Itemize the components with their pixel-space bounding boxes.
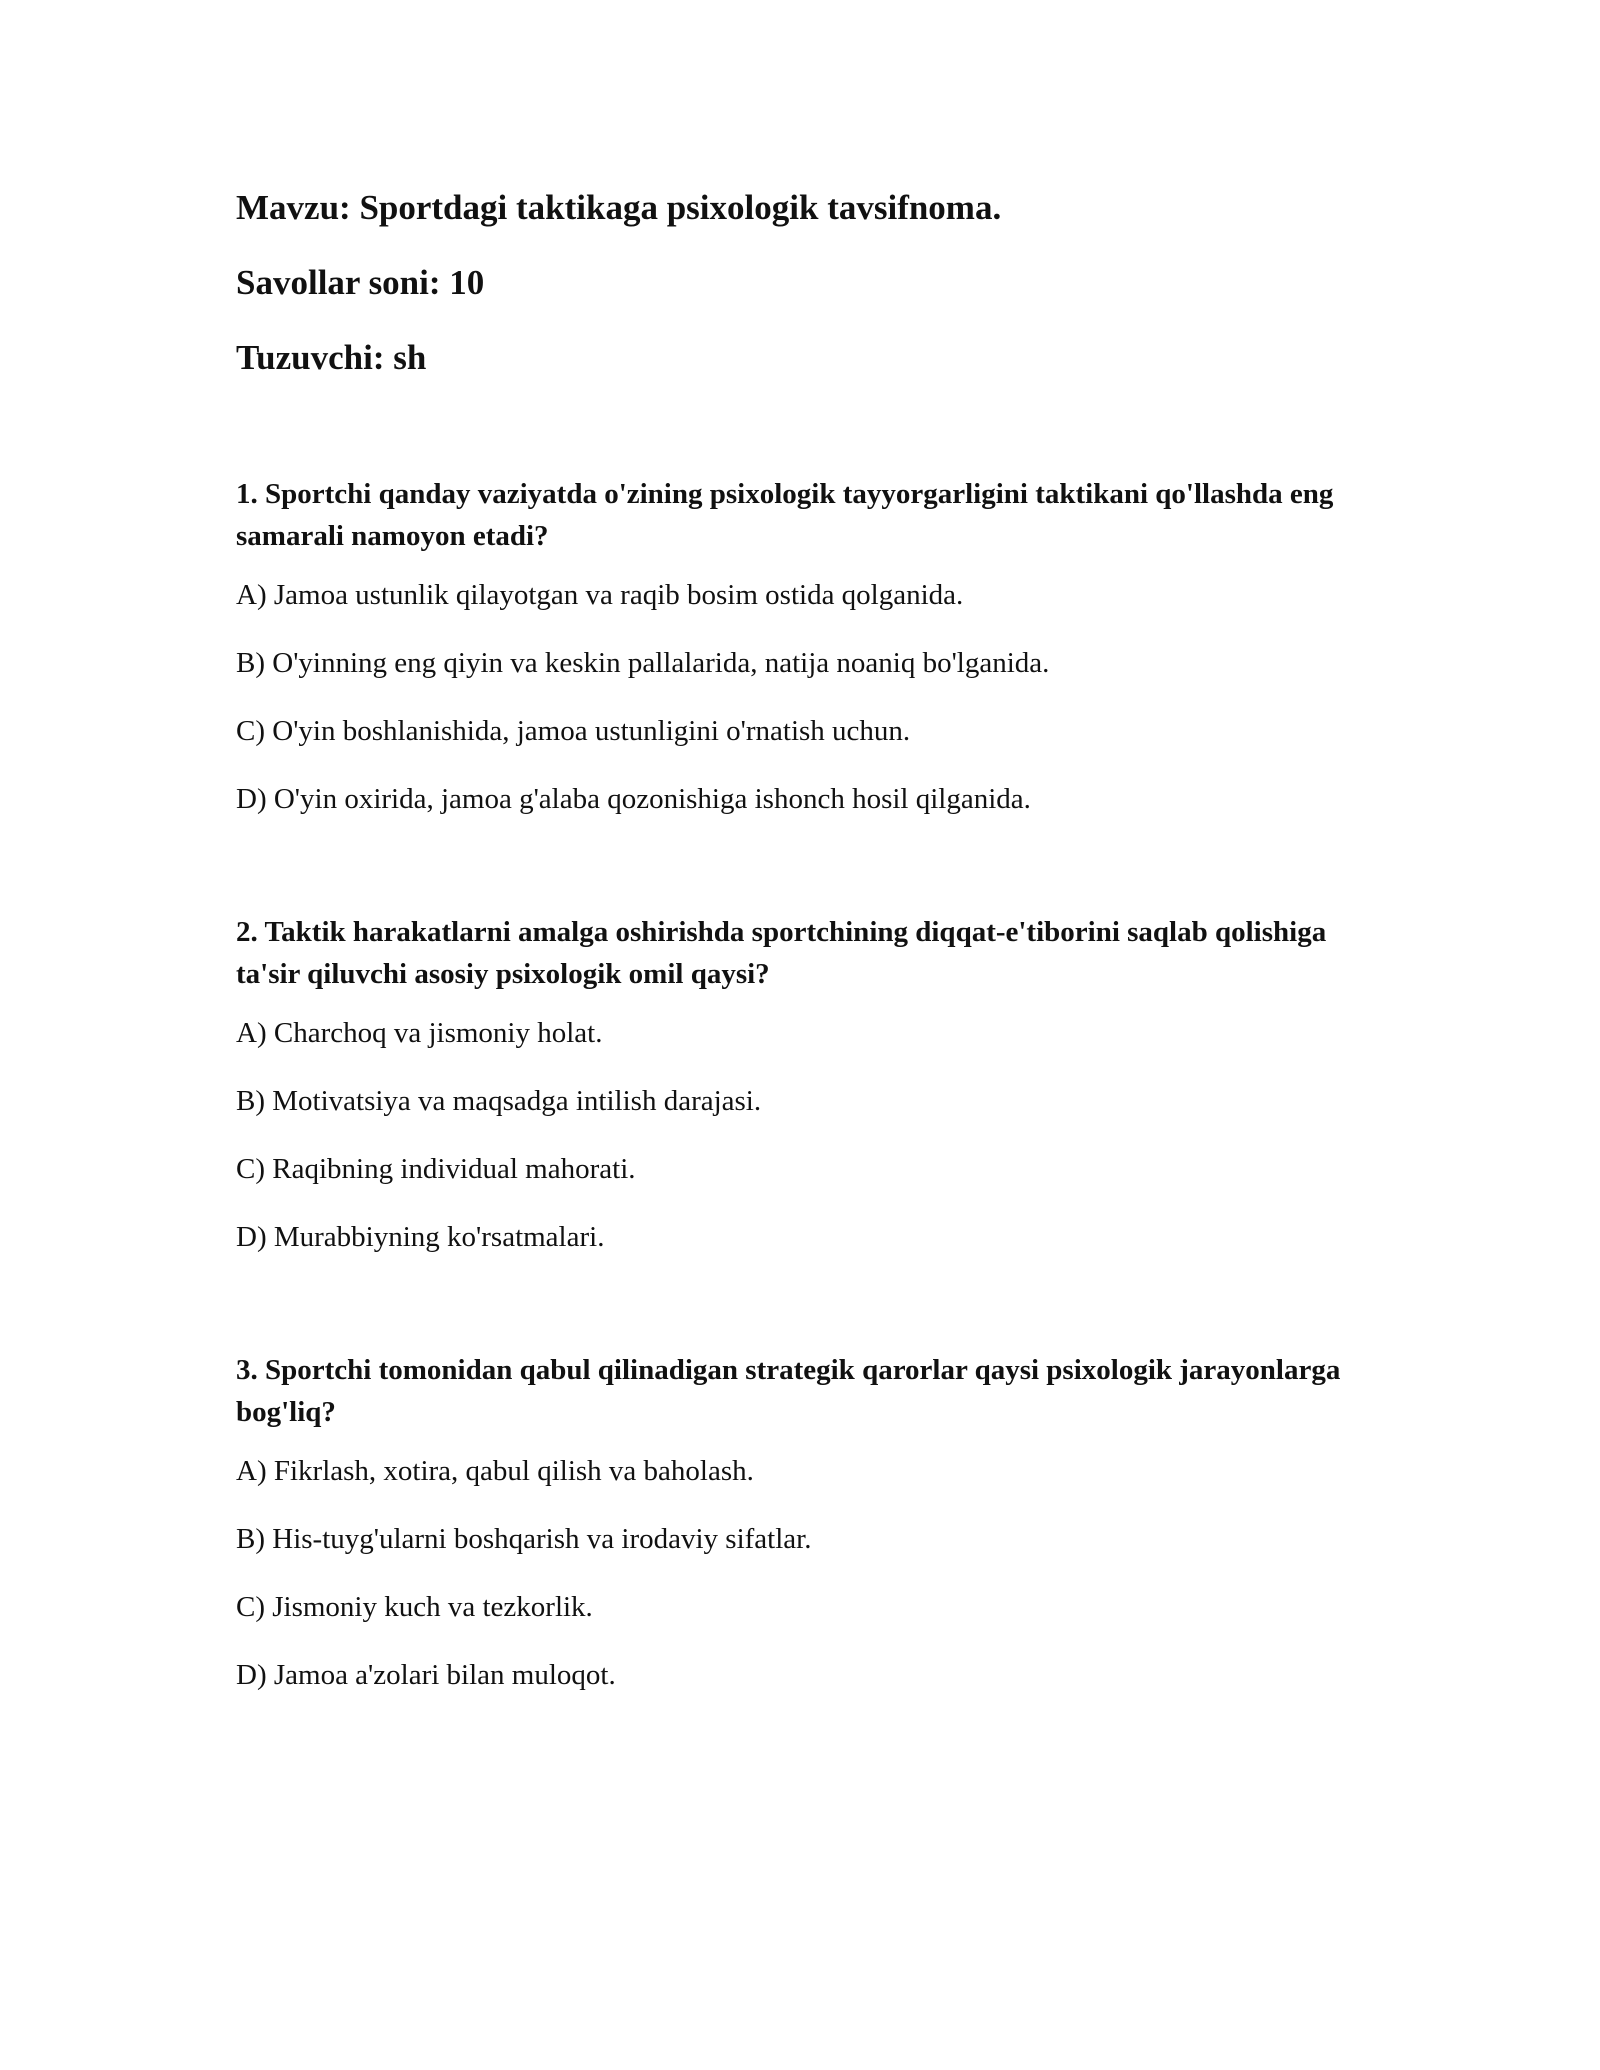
option-d: D) Murabbiyning ko'rsatmalari. [236,1221,605,1253]
author-line: Tuzuvchi: sh [236,338,427,377]
option-b: B) Motivatsiya va maqsadga intilish darajasi. [236,1085,762,1117]
question-1 [236,473,1356,816]
option-c: C) Jismoniy kuch va tezkorlik. [236,1591,593,1623]
topic-heading: Mavzu: Sportdagi taktikaga psixologik tavsifnoma. [236,188,1002,227]
option-a: A) Fikrlash, xotira, qabul qilish va baholash. [236,1455,754,1487]
question-count: Savollar soni: 10 [236,263,485,302]
question-2 [236,911,1356,1254]
option-d: D) O'yin oxirida, jamoa g'alaba qozonishiga ishonch hosil qilganida. [236,783,1031,815]
option-a: A) Jamoa ustunlik qilayotgan va raqib bosim ostida qolganida. [236,579,964,611]
question-text: 1. Sportchi qanday vaziyatda o'zining psixologik tayyorgarligini taktikani qo'llashda eng samarali namoyon etadi? [236,478,1334,552]
option-b: B) O'yinning eng qiyin va keskin pallalarida, natija noaniq bo'lganida. [236,647,1050,679]
option-d: D) Jamoa a'zolari bilan muloqot. [236,1659,616,1691]
option-c: C) O'yin boshlanishida, jamoa ustunligini o'rnatish uchun. [236,715,911,747]
question-text: 3. Sportchi tomonidan qabul qilinadigan strategik qarorlar qaysi psixologik jarayonlarga bog'liq? [236,1354,1341,1428]
question-text: 2. Taktik harakatlarni amalga oshirishda sportchining diqqat-e'tiborini saqlab qolishiga ta'sir qiluvchi asosiy psixologik omil qaysi? [236,916,1327,990]
option-a: A) Charchoq va jismoniy holat. [236,1017,603,1049]
question-3 [236,1349,1356,1692]
option-c: C) Raqibning individual mahorati. [236,1153,636,1185]
option-b: B) His-tuyg'ularni boshqarish va irodaviy sifatlar. [236,1523,812,1555]
document-content [236,186,1356,1692]
